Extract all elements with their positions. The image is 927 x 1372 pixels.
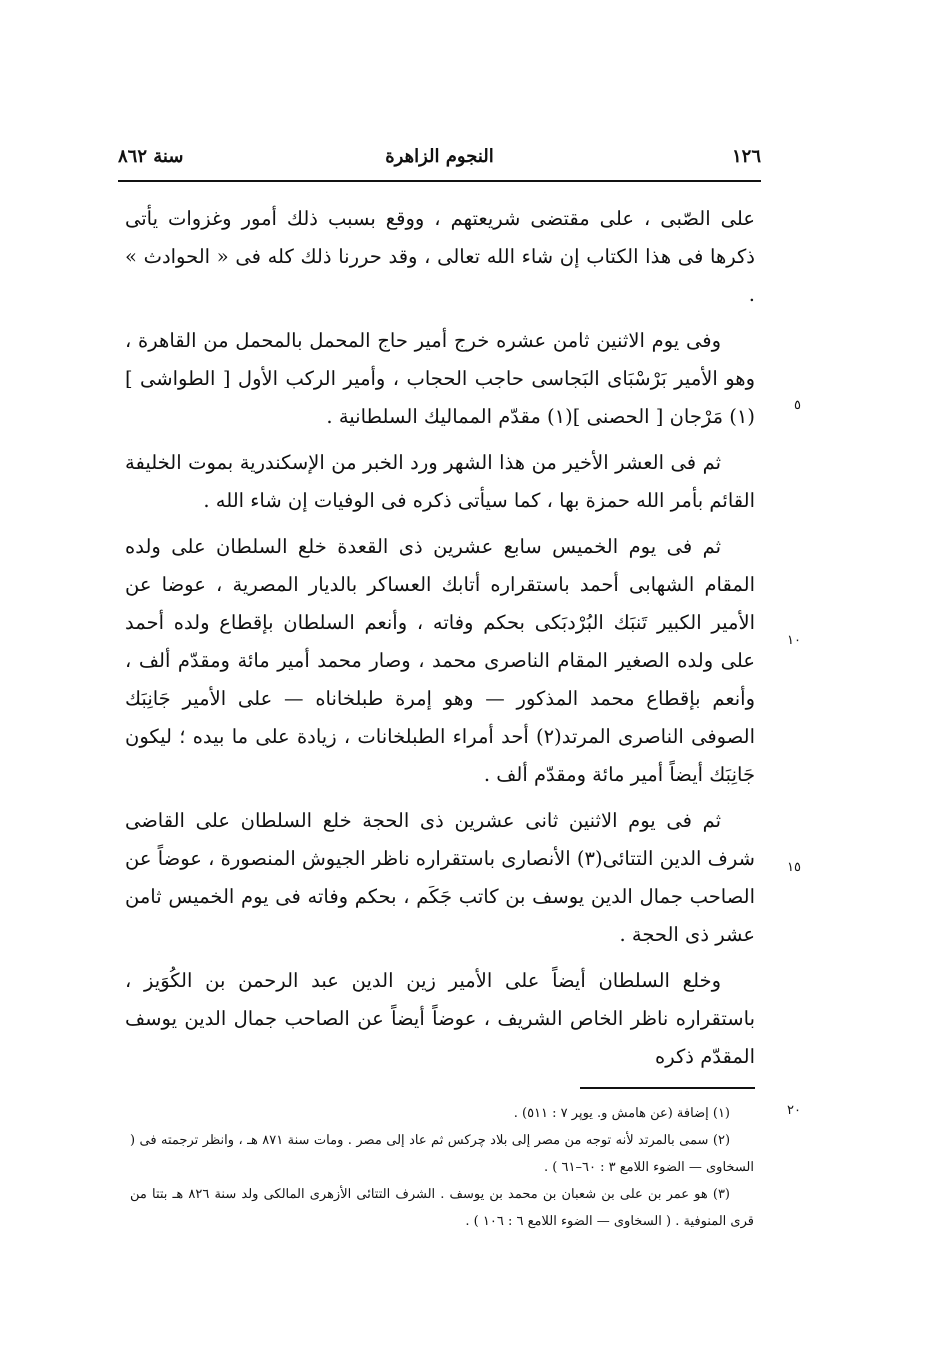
paragraph: ثم فى العشر الأخير من هذا الشهر ورد الخبر من الإسكندرية بموت الخليفة القائم بأمر الله حمزة بها ، كما سيأتى ذكره فى الوفيات إن شاء الله . (125, 451, 755, 512)
header-rule (118, 180, 761, 182)
main-text (125, 200, 755, 1084)
paragraph: وخلع السلطان أيضاً على الأمير زين الدين عبد الرحمن بن الكُوَيز ، باستقراره ناظر الخاص الشريف ، عوضاً أيضاً عن الصاحب جمال الدين يوسف المقدّم ذكره (125, 969, 755, 1068)
footnotes (130, 1100, 754, 1235)
footnote: (١) إضافة (عن هامش و. يوپر ٧ : ٥١١) . (513, 1106, 730, 1121)
footnote: (٢) سمى بالمرتد لأنه توجه من مصر إلى بلاد چركس ثم عاد إلى مصر . ومات سنة ٨٧١ هـ ، وانظر ترجمته فى ( السخاوى — الضوء اللامع ٣ : ٦٠–٦١ ) . (130, 1133, 754, 1175)
line-number-marker: ١٥ (787, 860, 801, 875)
year-label: سنة ٨٦٢ (118, 146, 184, 167)
page-number: ١٢٦ (731, 146, 761, 167)
paragraph: على الصّبى ، على مقتضى شريعتهم ، ووقع بسبب ذلك أمور وغزوات يأتى ذكرها فى هذا الكتاب إن شاء الله تعالى ، وقد حررنا ذلك كله فى « الحوادث » . (125, 207, 755, 306)
line-number-marker: ٢٠ (787, 1103, 801, 1118)
paragraph: ثم فى يوم الاثنين ثانى عشرين ذى الحجة خلع السلطان على القاضى شرف الدين التتائى(٣) الأنصارى باستقراره ناظر الجيوش المنصورة ، عوضاً عن الصاحب جمال الدين يوسف بن كاتب جَكَم ، بحكم وفاته فى يوم الخميس ثامن عشر ذى الحجة . (125, 809, 755, 946)
line-number-marker: ١٠ (787, 633, 801, 648)
running-title: النجوم الزاهرة (385, 146, 494, 167)
paragraph: ثم فى يوم الخميس سابع عشرين ذى القعدة خلع السلطان على ولده المقام الشهابى أحمد باستقراره أتابك العساكر بالديار المصرية ، عوضا عن الأمير الكبير تَنبَك البُرْدبَكى بحكم وفاته ، وأنعم السلطان بإقطاع ولده أحمد على ولده الصغير المقام الناصرى محمد ، وصار محمد أمير مائة ومقدّم ألف ، وأنعم بإقطاع محمد المذكور — وهو إمرة طبلخاناه — على الأمير جَانِبَك الصوفى الناصرى المرتد(٢) أحد أمراء الطبلخانات ، زيادة على ما بيده ؛ ليكون جَانِبَك أيضاً أمير مائة ومقدّم ألف . (125, 535, 755, 786)
paragraph: وفى يوم الاثنين ثامن عشره خرج أمير حاج المحمل بالمحمل من القاهرة ، وهو الأمير بَرْسْبَاى البَجاسى حاجب الحجاب ، وأمير الركب الأول [ الطواشى ](١) مَرْجان [ الحصنى ](١) مقدّم المماليك السلطانية . (125, 329, 755, 428)
page-header (118, 146, 761, 176)
footnote: (٣) هو عمر بن على بن شعبان بن محمد بن يوسف . الشرف التتائى الأزهرى المالكى ولد سنة ٨٢٦ هـ بتتا من قرى المنوفية . ( السخاوى — الضوء اللامع ٦ : ١٠٦ ) . (130, 1187, 754, 1229)
line-number-marker: ٥ (794, 398, 801, 413)
footnote-rule (580, 1087, 755, 1089)
